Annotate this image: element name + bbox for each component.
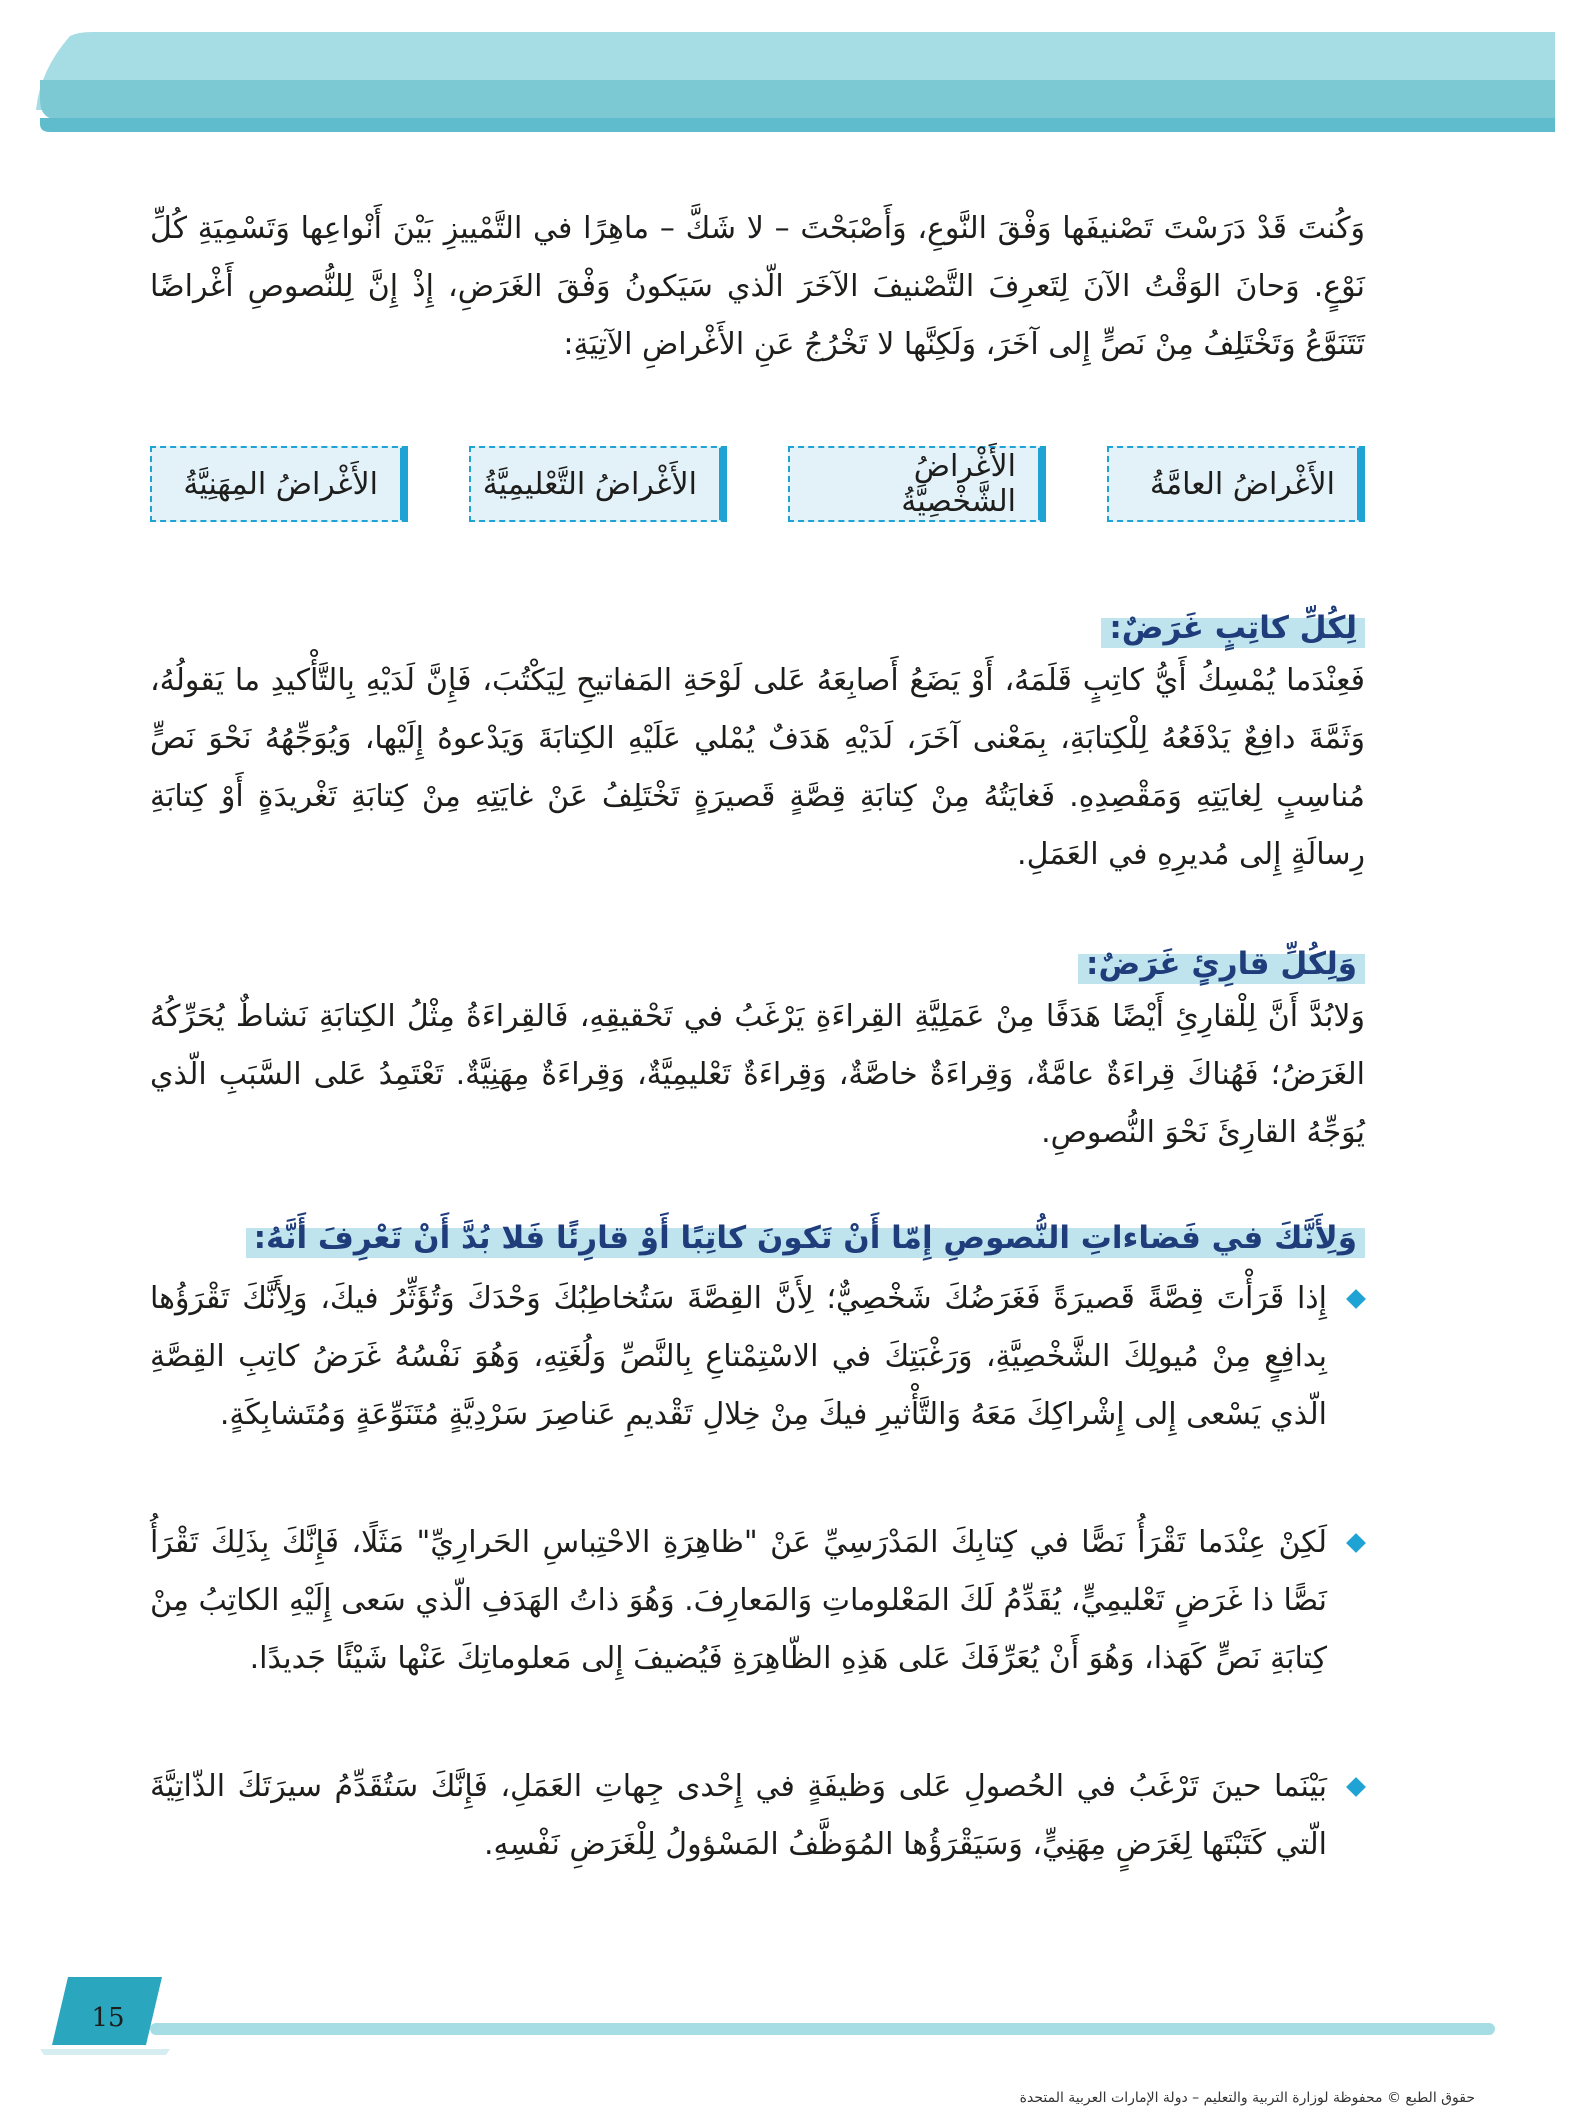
- purpose-professional: الأَغْراضُ المِهَنِيَّةُ: [150, 446, 408, 522]
- page-content: [150, 200, 1365, 1874]
- section-reader: [150, 940, 1365, 1162]
- list-item: [150, 1514, 1365, 1688]
- list-item-text: بَيْنَما حينَ تَرْغَبُ في الحُصولِ عَلى وَظيفَةٍ في إِحْدى جِهاتِ العَمَلِ، فَإِنَّكَ سَتُقَدِّمُ سيرَتَكَ الذّاتِيَّةَ الّتي كَتَبْتَها لِغَرَضٍ مِهَنِيٍّ، وَسَيَقْرَؤُها المُوَظَّفُ المَسْؤولُ لِلْغَرَضِ نَفْسِهِ.: [150, 1769, 1327, 1862]
- section-writer-heading: لِكُلِّ كاتِبٍ غَرَضٌ:: [1101, 604, 1365, 652]
- diamond-bullet-icon: [1346, 1777, 1366, 1797]
- section-reader-heading: وَلِكُلِّ قارِئٍ غَرَضٌ:: [1078, 940, 1365, 988]
- list-item-text: إِذا قَرَأْتَ قِصَّةً قَصيرَةً فَغَرَضُكَ شَخْصِيٌّ؛ لِأَنَّ القِصَّةَ سَتُخاطِبُكَ وَحْدَكَ وَتُؤَثِّرُ فيكَ، وَلِأَنَّكَ تَقْرَؤُها بِدافِعٍ مِنْ مُيولِكَ الشَّخْصِيَّةِ، وَرَغْبَتِكَ في الاسْتِمْتاعِ بِالنَّصِّ وَلُغَتِهِ، وَهُوَ نَفْسُهُ غَرَضُ كاتِبِ القِصَّةِ الّذي يَسْعى إِلى إِشْراكِكَ مَعَهُ وَالتَّأْثيرِ فيكَ مِنْ خِلالِ تَقْديمِ عَناصِرَ سَرْدِيَّةٍ مُتَنَوِّعَةٍ وَمُتَشابِكَةٍ.: [150, 1281, 1327, 1432]
- list-item: [150, 1270, 1365, 1444]
- section-reader-paragraph: وَلابُدَّ أَنَّ لِلْقارِئِ أَيْضًا هَدَفًا مِنْ عَمَلِيَّةِ القِراءَةِ يَرْغَبُ في تَحْقيقِهِ، فَالقِراءَةُ مِثْلُ الكِتابَةِ نَشاطٌ يُحَرِّكُهُ الغَرَضُ؛ فَهُناكَ قِراءَةٌ عامَّةٌ، وَقِراءَةٌ خاصَّةٌ، وَقِراءَةٌ تَعْليمِيَّةٌ، وَقِراءَةٌ مِهَنِيَّةٌ. تَعْتَمِدُ عَلى السَّبَبِ الّذي يُوَجِّهُ القارِئَ نَحْوَ النُّصوصِ.: [150, 999, 1365, 1150]
- top-decorative-band: [0, 0, 1575, 140]
- diamond-bullet-icon: [1346, 1289, 1366, 1309]
- diamond-bullet-icon: [1346, 1533, 1366, 1553]
- purpose-general: الأَغْراضُ العامَّةُ: [1107, 446, 1365, 522]
- page-number: 15: [91, 2003, 125, 2033]
- intro-paragraph: وَكُنتَ قَدْ دَرَسْتَ تَصْنيفَها وَفْقَ النَّوعِ، وَأَصْبَحْتَ – لا شَكَّ – ماهِرًا في التَّمْييزِ بَيْنَ أَنْواعِها وَتَسْمِيَةِ كُلِّ نَوْعٍ. وَحانَ الوَقْتُ الآنَ لِتَعرِفَ التَّصْنيفَ الآخَرَ الّذي سَيَكونُ وَفْقَ الغَرَضِ، إِذْ إِنَّ لِلنُّصوصِ أَغْراضًا تَتَنَوَّعُ وَتَخْتَلِفُ مِنْ نَصٍّ إِلى آخَرَ، وَلَكِنَّها لا تَخْرُجُ عَنِ الأَغْراضِ الآتِيَةِ:: [150, 211, 1365, 362]
- section-writer-paragraph: فَعِنْدَما يُمْسِكُ أَيُّ كاتِبٍ قَلَمَهُ، أَوْ يَضَعُ أَصابِعَهُ عَلى لَوْحَةِ المَفاتيحِ لِيَكْتُبَ، فَإِنَّ لَدَيْهِ بِالتَّأْكيدِ ما يَقولُهُ، وَثَمَّةَ دافِعٌ يَدْفَعُهُ لِلْكِتابَةِ، بِمَعْنى آخَرَ، لَدَيْهِ هَدَفٌ يُمْلي عَلَيْهِ الكِتابَةَ وَيَدْعوهُ إِلَيْها، وَيُوَجِّهُهُ نَحْوَ نَصٍّ مُناسِبٍ لِغايَتِهِ وَمَقْصِدِهِ. فَغايَتُهُ مِنْ كِتابَةِ قِصَّةٍ قَصيرَةٍ تَخْتَلِفُ عَنْ غايَتِهِ مِنْ كِتابَةِ تَغْريدَةٍ أَوْ كِتابَةِ رِسالَةٍ إِلى مُديرِهِ في العَمَلِ.: [150, 663, 1365, 872]
- purposes-row: [150, 446, 1365, 526]
- purpose-educational: الأَغْراضُ التَّعْليمِيَّةُ: [469, 446, 727, 522]
- purpose-personal: الأَغْراضُ الشَّخْصِيَّةُ: [788, 446, 1046, 522]
- list-item-text: لَكِنْ عِنْدَما تَقْرَأُ نَصًّا في كِتابِكَ المَدْرَسِيِّ عَنْ "ظاهِرَةِ الاحْتِباسِ الحَرارِيِّ" مَثَلًا، فَإِنَّكَ بِذَلِكَ تَقْرَأُ نَصًّا ذا غَرَضٍ تَعْليمِيٍّ، يُقَدِّمُ لَكَ المَعْلوماتِ وَالمَعارِفَ. وَهُوَ ذاتُ الهَدَفِ الّذي سَعى إِلَيْهِ الكاتِبُ مِنْ كِتابَةِ نَصٍّ كَهَذا، وَهُوَ أَنْ يُعَرِّفَكَ عَلى هَذِهِ الظّاهِرَةِ فَيُضيفَ إِلى مَعلوماتِكَ عَنْها شَيْئًا جَديدًا.: [150, 1525, 1327, 1676]
- footer-band: [0, 1975, 1575, 2065]
- list-item: [150, 1758, 1365, 1874]
- section-writer: [150, 604, 1365, 884]
- section-spaces-heading: وَلِأَنَّكَ في فَضاءاتِ النُّصوصِ إِمّا أَنْ تَكونَ كاتِبًا أَوْ قارِئًا فَلا بُدَّ أَنْ تَعْرِفَ أَنَّهُ:: [246, 1214, 1365, 1262]
- copyright-notice: حقوق الطبع © محفوظة لوزارة التربية والتعليم – دولة الإمارات العربية المتحدة: [1019, 2090, 1475, 2106]
- section-spaces: [150, 1214, 1365, 1874]
